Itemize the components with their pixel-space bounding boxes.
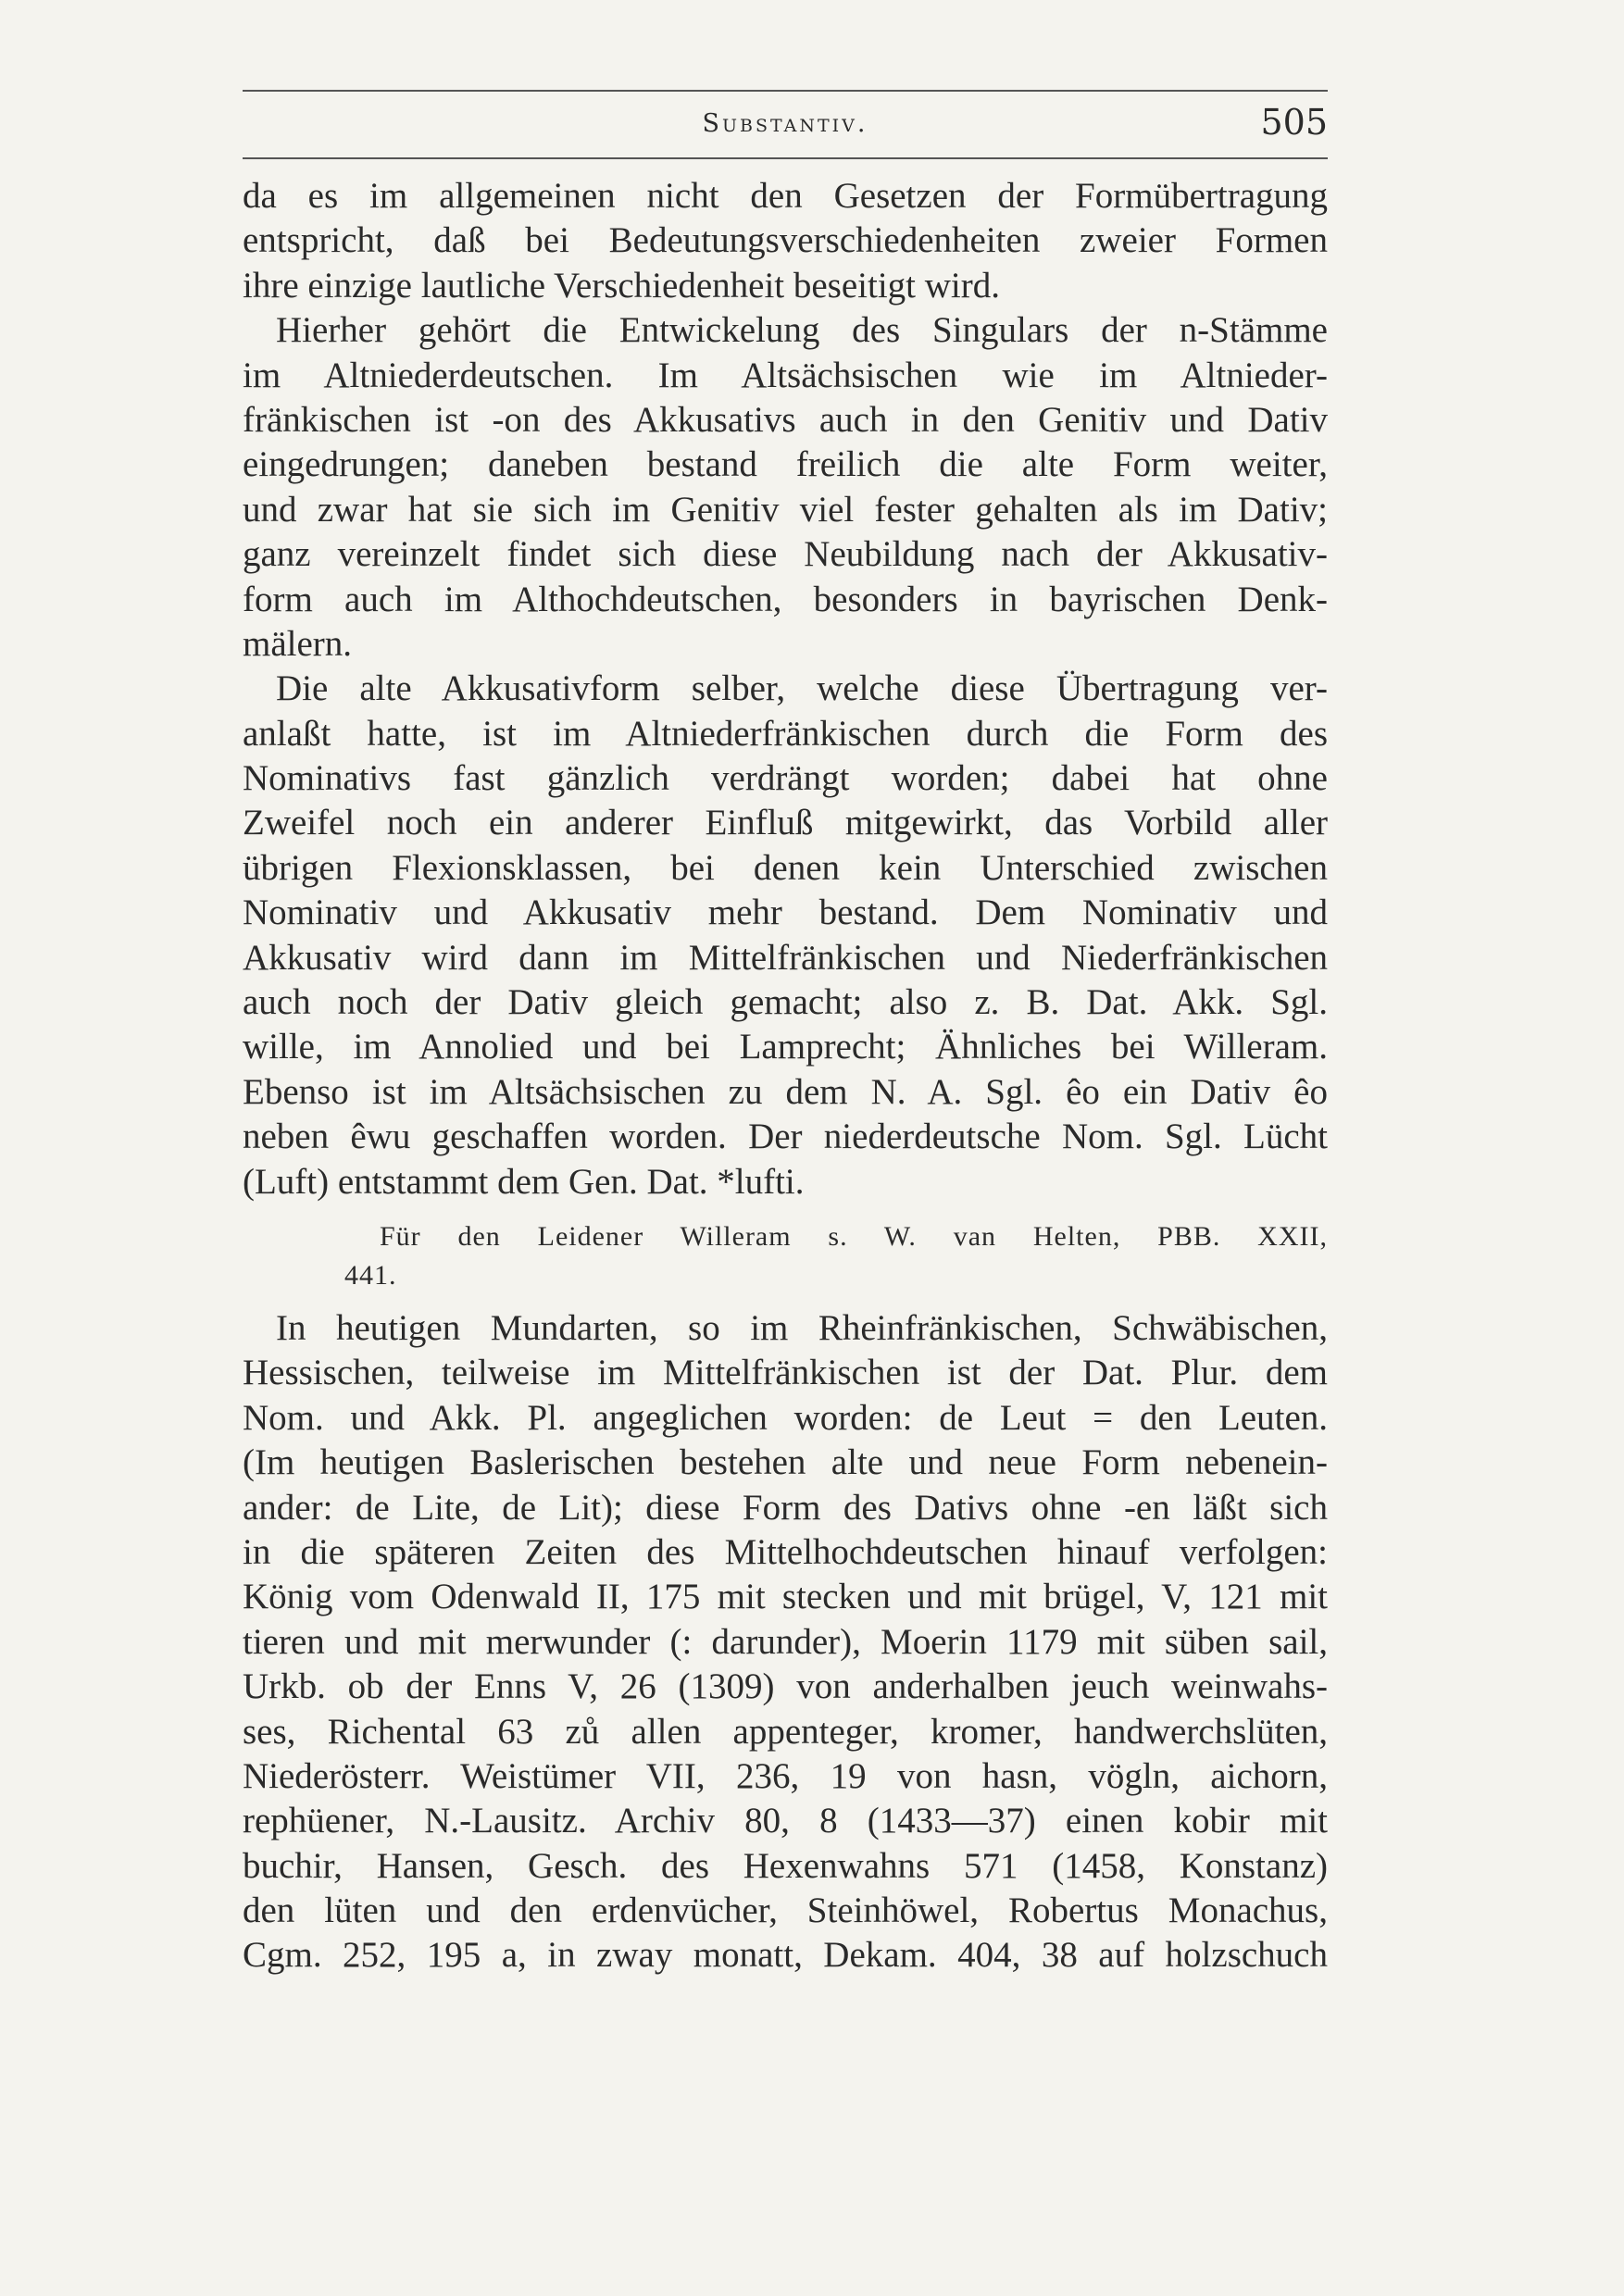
header-rule-top (243, 90, 1328, 92)
text-line: Nom. und Akk. Pl. angeglichen worden: de Leut = den Leuten. (243, 1397, 1328, 1438)
text-line: Nominativs fast gänzlich verdrängt worden; dabei hat ohne (243, 758, 1328, 799)
text-line: Hessischen, teilweise im Mittelfränkischen ist der Dat. Plur. dem (243, 1353, 1328, 1393)
text-line: ander: de Lite, de Lit); diese Form des Dativs ohne -en läßt sich (243, 1487, 1328, 1528)
body-text (243, 174, 1328, 1978)
text-line: auch noch der Dativ gleich gemacht; also z. B. Dat. Akk. Sgl. (243, 982, 1328, 1023)
text-line: Niederösterr. Weistümer VII, 236, 19 von hasn, vögln, aichorn, (243, 1755, 1328, 1796)
footnote-line: Für den Leidener Willeram s. W. van Helten, PBB. XXII, (380, 1220, 1328, 1252)
text-line: form auch im Althochdeutschen, besonders in bayrischen Denk- (243, 579, 1328, 619)
text-line: Ebenso ist im Altsächsischen zu dem N. A. Sgl. êo ein Dativ êo (243, 1071, 1328, 1112)
text-line: in die späteren Zeiten des Mittelhochdeutschen hinauf verfolgen: (243, 1531, 1328, 1572)
text-line: da es im allgemeinen nicht den Gesetzen der Formübertragung (243, 176, 1328, 216)
text-line: eingedrungen; daneben bestand freilich die alte Form weiter, (243, 444, 1328, 485)
text-line: Akkusativ wird dann im Mittelfränkischen und Niederfränkischen (243, 937, 1328, 978)
text-line: ganz vereinzelt findet sich diese Neubildung nach der Akkusativ- (243, 534, 1328, 575)
text-line: rephüener, N.-Lausitz. Archiv 80, 8 (1433—37) einen kobir mit (243, 1801, 1328, 1841)
text-line: den lüten und den erdenvücher, Steinhöwel, Robertus Monachus, (243, 1890, 1328, 1931)
text-line: im Altniederdeutschen. Im Altsächsischen wie im Altnieder- (243, 355, 1328, 395)
text-line: tieren und mit merwunder (: darunder), Moerin 1179 mit süben sail, (243, 1621, 1328, 1662)
text-line: fränkischen ist -on des Akkusativs auch in den Genitiv und Dativ (243, 399, 1328, 440)
running-head (243, 102, 1328, 148)
text-line: Hierher gehört die Entwickelung des Singulars der n-Stämme (276, 310, 1328, 351)
running-head-title: Substantiv. (702, 109, 868, 138)
text-line: ses, Richental 63 zů allen appenteger, kromer, handwerchslüten, (243, 1711, 1328, 1752)
page-number: 505 (1260, 102, 1328, 143)
text-line: Urkb. ob der Enns V, 26 (1309) von anderhalben jeuch weinwahs- (243, 1666, 1328, 1707)
header-rule-bottom (243, 157, 1328, 159)
text-line: übrigen Flexionsklassen, bei denen kein Unterschied zwischen (243, 847, 1328, 888)
text-line: Zweifel noch ein anderer Einfluß mitgewirkt, das Vorbild aller (243, 803, 1328, 843)
text-line: entspricht, daß bei Bedeutungsverschiedenheiten zweier Formen (243, 220, 1328, 261)
text-line: neben êwu geschaffen worden. Der niederdeutsche Nom. Sgl. Lücht (243, 1117, 1328, 1157)
text-line: ihre einzige lautliche Verschiedenheit beseitigt wird. (243, 265, 1000, 306)
text-line: und zwar hat sie sich im Genitiv viel fester gehalten als im Dativ; (243, 489, 1328, 530)
text-line: buchir, Hansen, Gesch. des Hexenwahns 571 (1458, Konstanz) (243, 1845, 1328, 1886)
text-line: König vom Odenwald II, 175 mit stecken und mit brügel, V, 121 mit (243, 1577, 1328, 1617)
text-line: (Luft) entstammt dem Gen. Dat. *lufti. (243, 1161, 805, 1202)
text-line: (Im heutigen Baslerischen bestehen alte und neue Form nebenein- (243, 1442, 1328, 1483)
text-line: Cgm. 252, 195 a, in zway monatt, Dekam. 404, 38 auf holzschuch (243, 1935, 1328, 1976)
text-line: In heutigen Mundarten, so im Rheinfränkischen, Schwäbischen, (276, 1307, 1328, 1348)
text-line: wille, im Annolied und bei Lamprecht; Ähnliches bei Willeram. (243, 1027, 1328, 1067)
text-line: anlaßt hatte, ist im Altniederfränkischen durch die Form des (243, 713, 1328, 754)
text-line: Die alte Akkusativform selber, welche diese Übertragung ver- (276, 668, 1328, 709)
text-line: mälern. (243, 623, 353, 664)
footnote-line: 441. (344, 1259, 397, 1291)
text-line: Nominativ und Akkusativ mehr bestand. Dem Nominativ und (243, 892, 1328, 933)
